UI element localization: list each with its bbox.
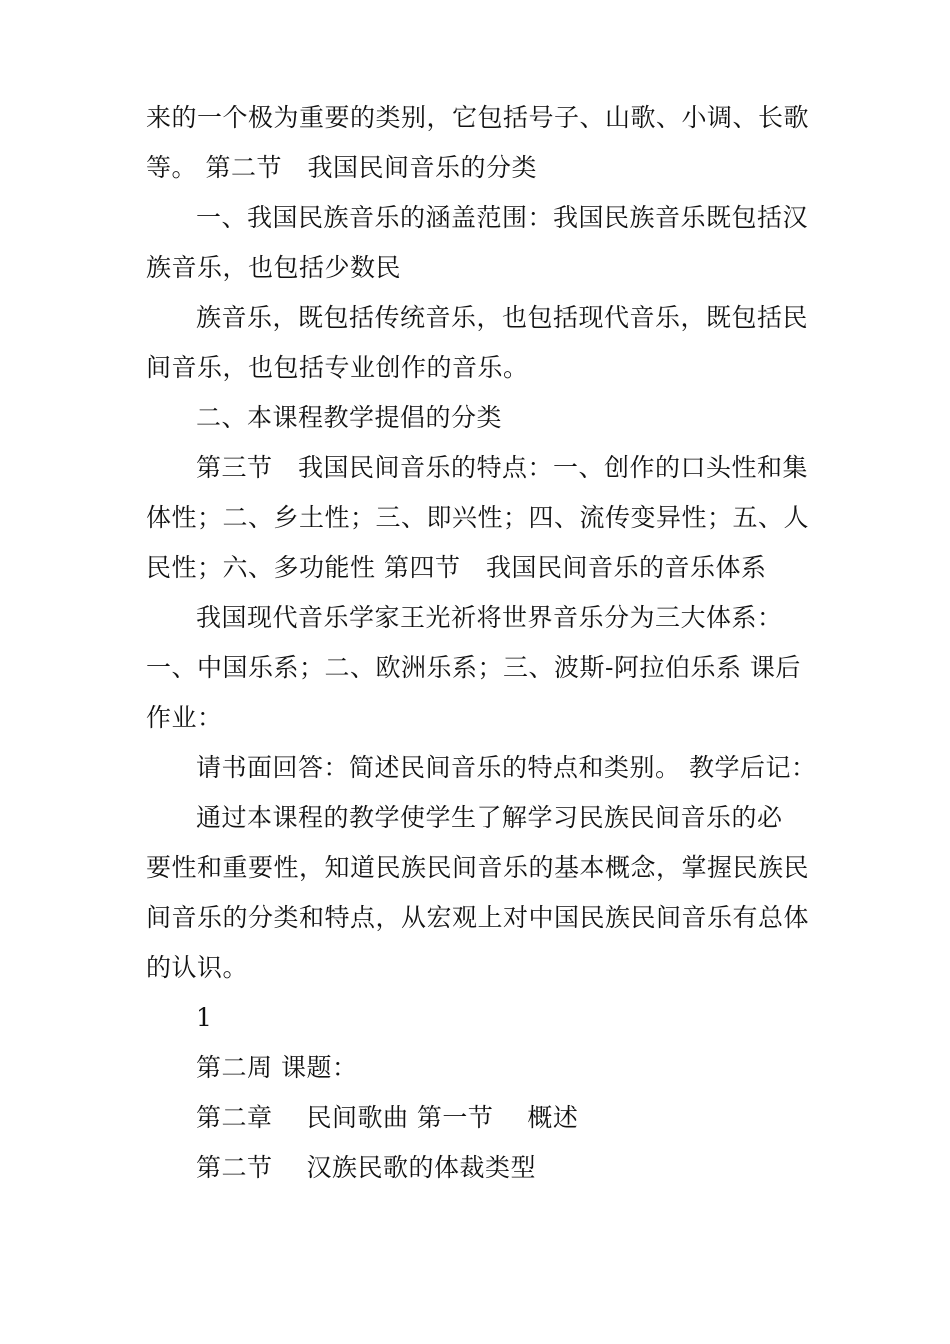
text-line-17: 间音乐的分类和特点，从宏观上对中国民族民间音乐有总体	[146, 903, 810, 932]
text-line-9: 体性；二、乡土性；三、即兴性；四、流传变异性；五、人	[146, 503, 810, 532]
text-line-4: 族音乐，也包括少数民	[146, 253, 402, 282]
text-line-11: 我国现代音乐学家王光祈将世界音乐分为三大体系：	[196, 603, 783, 632]
text-line-14: 请书面回答：简述民间音乐的特点和类别。 教学后记：	[196, 753, 817, 782]
text-line-7: 二、本课程教学提倡的分类	[196, 403, 503, 432]
text-line-5: 族音乐，既包括传统音乐，也包括现代音乐，既包括民	[196, 303, 809, 332]
text-line-22: 第二节 汉族民歌的体裁类型	[196, 1153, 536, 1182]
page-number: 1	[196, 1003, 213, 1032]
text-line-12: 一、中国乐系；二、欧洲乐系；三、波斯-阿拉伯乐系 课后	[146, 653, 801, 682]
text-line-2: 等。 第二节 我国民间音乐的分类	[146, 153, 537, 182]
text-line-1: 来的一个极为重要的类别，它包括号子、山歌、小调、长歌	[146, 103, 810, 132]
text-line-10: 民性；六、多功能性 第四节 我国民间音乐的音乐体系	[146, 553, 767, 582]
text-line-15: 通过本课程的教学使学生了解学习民族民间音乐的必	[196, 803, 783, 832]
text-line-3: 一、我国民族音乐的涵盖范围：我国民族音乐既包括汉	[196, 203, 809, 232]
text-line-21: 第二章 民间歌曲 第一节 概述	[196, 1103, 579, 1132]
text-line-6: 间音乐，也包括专业创作的音乐。	[146, 353, 529, 382]
text-line-16: 要性和重要性，知道民族民间音乐的基本概念，掌握民族民	[146, 853, 810, 882]
text-line-18: 的认识。	[146, 953, 249, 982]
text-line-20: 第二周 课题：	[196, 1053, 358, 1082]
text-line-13: 作业：	[146, 703, 223, 732]
text-line-8: 第三节 我国民间音乐的特点：一、创作的口头性和集	[196, 453, 809, 482]
